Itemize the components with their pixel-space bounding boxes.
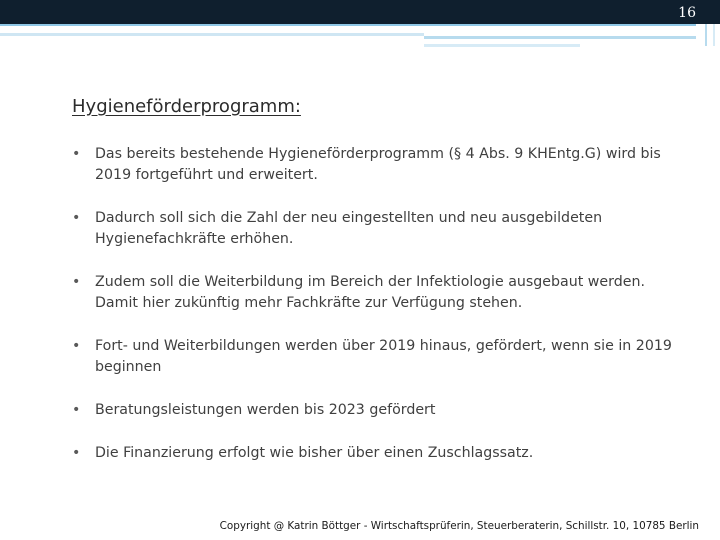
bullet-item xyxy=(72,144,672,186)
bullet-item xyxy=(72,272,672,314)
slide-number: 16 xyxy=(678,5,696,21)
bullet-text: Fort- und Weiterbildungen werden über 2019 hinaus, gefördert, wenn sie in 2019 beginnen xyxy=(95,338,672,375)
accent-line xyxy=(0,24,696,26)
bullet-dot-icon: • xyxy=(72,445,81,461)
bullet-text: Das bereits bestehende Hygieneförderprogramm (§ 4 Abs. 9 KHEntg.G) wird bis 2019 fortgeführt und erweitert. xyxy=(95,146,661,183)
bullet-dot-icon: • xyxy=(72,146,81,162)
bullet-text: Beratungsleistungen werden bis 2023 gefördert xyxy=(95,402,436,418)
bullet-item xyxy=(72,400,672,421)
bullet-item xyxy=(72,443,672,464)
accent-line-vertical xyxy=(713,24,715,46)
bullet-item xyxy=(72,208,672,250)
bullet-text: Die Finanzierung erfolgt wie bisher über einen Zuschlagssatz. xyxy=(95,445,534,461)
slide-title: Hygieneförderprogramm: xyxy=(72,96,301,117)
bullet-dot-icon: • xyxy=(72,402,81,418)
accent-line-vertical xyxy=(705,24,707,46)
bullet-dot-icon: • xyxy=(72,338,81,354)
bullet-dot-icon: • xyxy=(72,210,81,226)
bullet-list xyxy=(72,144,672,464)
accent-line xyxy=(424,44,580,47)
bullet-item xyxy=(72,336,672,378)
accent-line xyxy=(424,36,696,39)
bullet-text: Zudem soll die Weiterbildung im Bereich der Infektiologie ausgebaut werden. Damit hier zukünftig mehr Fachkräfte zur Verfügung stehen. xyxy=(95,274,645,311)
accent-line xyxy=(0,33,424,36)
header-bar xyxy=(0,0,720,24)
copyright-footer: Copyright @ Katrin Böttger - Wirtschaftsprüferin, Steuerberaterin, Schillstr. 10, 10785 Berlin xyxy=(219,520,699,532)
bullet-text: Dadurch soll sich die Zahl der neu eingestellten und neu ausgebildeten Hygienefachkräfte erhöhen. xyxy=(95,210,603,247)
bullet-dot-icon: • xyxy=(72,274,81,290)
